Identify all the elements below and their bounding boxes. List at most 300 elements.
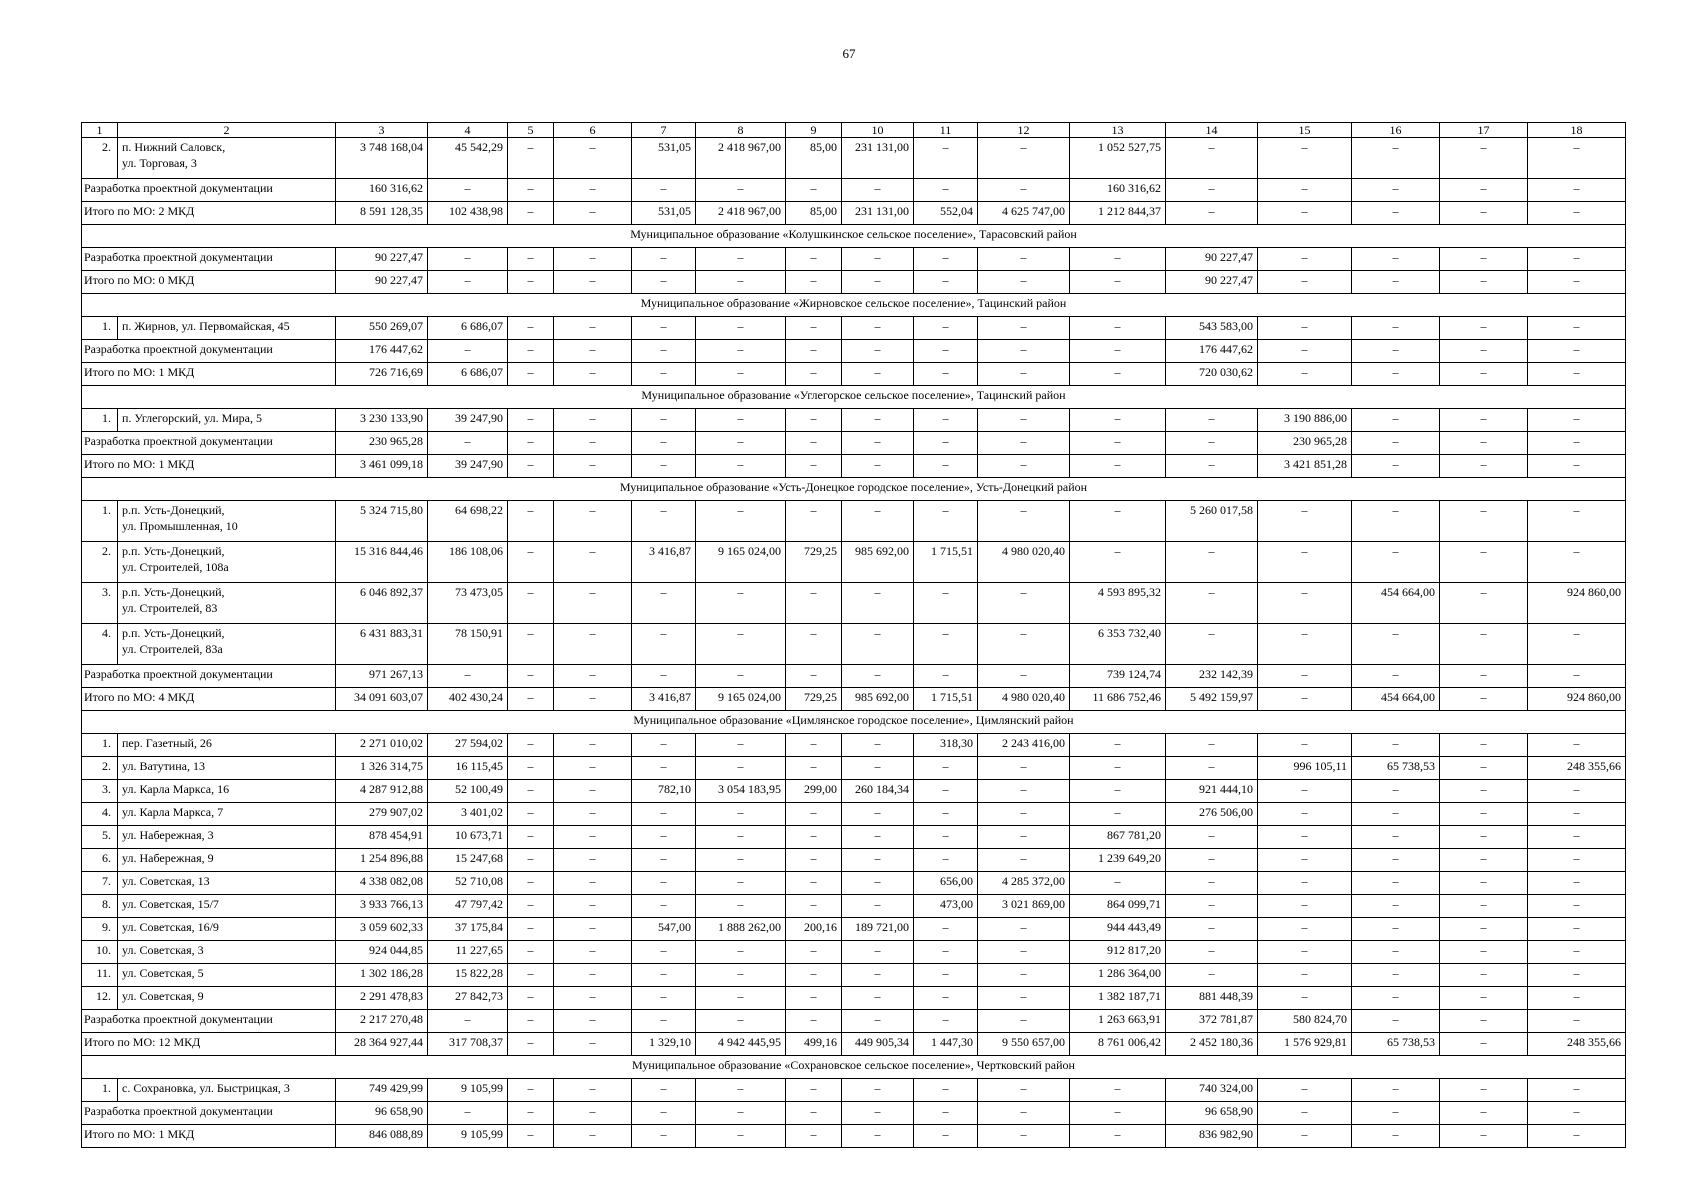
building-row — [82, 501, 1626, 542]
value-cell: – — [554, 826, 632, 849]
value-cell: – — [632, 409, 696, 432]
value-cell: – — [914, 780, 978, 803]
value-cell: – — [978, 179, 1070, 202]
value-cell: 1 576 929,81 — [1258, 1033, 1352, 1056]
value-cell: – — [508, 872, 554, 895]
value-cell: – — [1440, 964, 1528, 987]
value-cell: – — [1528, 542, 1626, 583]
row-label: Разработка проектной документации — [82, 432, 336, 455]
value-cell: 924 044,85 — [336, 941, 428, 964]
value-cell: – — [1528, 918, 1626, 941]
value-cell: – — [696, 665, 786, 688]
value-cell: – — [1070, 409, 1166, 432]
value-cell: – — [1440, 202, 1528, 225]
value-cell: – — [554, 1102, 632, 1125]
value-cell: – — [786, 271, 842, 294]
value-cell: 921 444,10 — [1166, 780, 1258, 803]
value-cell: 739 124,74 — [1070, 665, 1166, 688]
building-row — [82, 317, 1626, 340]
value-cell: 3 054 183,95 — [696, 780, 786, 803]
row-number: 1. — [82, 317, 118, 340]
address-cell: п. Жирнов, ул. Первомайская, 45 — [118, 317, 336, 340]
value-cell: 4 980 020,40 — [978, 688, 1070, 711]
value-cell: – — [1166, 757, 1258, 780]
address-cell: ул. Карла Маркса, 16 — [118, 780, 336, 803]
value-cell: – — [786, 501, 842, 542]
value-cell: – — [1166, 432, 1258, 455]
value-cell: – — [1070, 340, 1166, 363]
value-cell: – — [1352, 340, 1440, 363]
value-cell: – — [1166, 895, 1258, 918]
value-cell: 2 243 416,00 — [978, 734, 1070, 757]
value-cell: 531,05 — [632, 138, 696, 179]
value-cell: 867 781,20 — [1070, 826, 1166, 849]
value-cell: – — [978, 665, 1070, 688]
value-cell: 580 824,70 — [1258, 1010, 1352, 1033]
value-cell: 3 933 766,13 — [336, 895, 428, 918]
value-cell: – — [914, 941, 978, 964]
value-cell: 45 542,29 — [428, 138, 508, 179]
value-cell: – — [1070, 780, 1166, 803]
value-cell: 4 980 020,40 — [978, 542, 1070, 583]
value-cell: – — [978, 409, 1070, 432]
row-label: Разработка проектной документации — [82, 248, 336, 271]
value-cell: – — [1352, 872, 1440, 895]
value-cell: – — [1440, 895, 1528, 918]
value-cell: – — [1440, 826, 1528, 849]
value-cell: 6 046 892,37 — [336, 583, 428, 624]
value-cell: – — [1440, 542, 1528, 583]
value-cell: – — [786, 363, 842, 386]
value-cell: 3 461 099,18 — [336, 455, 428, 478]
address-cell: ул. Набережная, 3 — [118, 826, 336, 849]
column-number: 11 — [914, 123, 978, 138]
building-row — [82, 803, 1626, 826]
building-row — [82, 987, 1626, 1010]
value-cell: – — [696, 624, 786, 665]
building-row — [82, 757, 1626, 780]
value-cell: – — [1440, 340, 1528, 363]
value-cell: – — [842, 583, 914, 624]
value-cell: – — [508, 179, 554, 202]
value-cell: 3 416,87 — [632, 688, 696, 711]
value-cell: 656,00 — [914, 872, 978, 895]
value-cell: – — [786, 1125, 842, 1148]
row-label: Итого по МО: 12 МКД — [82, 1033, 336, 1056]
value-cell: – — [1352, 455, 1440, 478]
value-cell: – — [1352, 409, 1440, 432]
value-cell: – — [1166, 409, 1258, 432]
value-cell: – — [428, 1102, 508, 1125]
value-cell: 78 150,91 — [428, 624, 508, 665]
value-cell: – — [508, 501, 554, 542]
value-cell: 720 030,62 — [1166, 363, 1258, 386]
design-docs-row — [82, 1010, 1626, 1033]
value-cell: – — [1258, 248, 1352, 271]
value-cell: – — [632, 455, 696, 478]
value-cell: – — [554, 849, 632, 872]
value-cell: – — [842, 734, 914, 757]
value-cell: – — [786, 1079, 842, 1102]
value-cell: – — [914, 1079, 978, 1102]
value-cell: 924 860,00 — [1528, 583, 1626, 624]
value-cell: 1 302 186,28 — [336, 964, 428, 987]
column-number: 8 — [696, 123, 786, 138]
value-cell: – — [632, 803, 696, 826]
value-cell: – — [786, 1102, 842, 1125]
value-cell: – — [1258, 202, 1352, 225]
value-cell: – — [1258, 918, 1352, 941]
value-cell: – — [1352, 179, 1440, 202]
row-number: 1. — [82, 409, 118, 432]
value-cell: – — [508, 624, 554, 665]
value-cell: – — [1440, 849, 1528, 872]
value-cell: 1 715,51 — [914, 688, 978, 711]
value-cell: – — [914, 455, 978, 478]
value-cell: 85,00 — [786, 138, 842, 179]
value-cell: 37 175,84 — [428, 918, 508, 941]
value-cell: 4 285 372,00 — [978, 872, 1070, 895]
row-label: Итого по МО: 2 МКД — [82, 202, 336, 225]
value-cell: 402 430,24 — [428, 688, 508, 711]
value-cell: – — [508, 409, 554, 432]
value-cell: – — [554, 340, 632, 363]
value-cell: – — [508, 734, 554, 757]
value-cell: – — [554, 757, 632, 780]
value-cell: – — [1070, 757, 1166, 780]
value-cell: 9 105,99 — [428, 1125, 508, 1148]
value-cell: – — [1166, 583, 1258, 624]
value-cell: – — [1440, 665, 1528, 688]
value-cell: – — [1440, 1010, 1528, 1033]
value-cell: – — [914, 849, 978, 872]
value-cell: – — [1258, 271, 1352, 294]
value-cell: – — [842, 409, 914, 432]
value-cell: 2 271 010,02 — [336, 734, 428, 757]
value-cell: – — [1440, 1079, 1528, 1102]
value-cell: – — [786, 734, 842, 757]
value-cell: 39 247,90 — [428, 409, 508, 432]
value-cell: – — [696, 340, 786, 363]
value-cell: – — [978, 987, 1070, 1010]
value-cell: 90 227,47 — [1166, 271, 1258, 294]
value-cell: – — [978, 624, 1070, 665]
row-label: Итого по МО: 0 МКД — [82, 271, 336, 294]
value-cell: 1 329,10 — [632, 1033, 696, 1056]
value-cell: – — [696, 583, 786, 624]
value-cell: – — [1440, 1125, 1528, 1148]
row-number: 3. — [82, 583, 118, 624]
value-cell: – — [696, 734, 786, 757]
value-cell: – — [978, 432, 1070, 455]
address-cell: ул. Карла Маркса, 7 — [118, 803, 336, 826]
value-cell: 473,00 — [914, 895, 978, 918]
value-cell: – — [1440, 583, 1528, 624]
value-cell: – — [1070, 803, 1166, 826]
address-cell: ул. Советская, 9 — [118, 987, 336, 1010]
municipality-title: Муниципальное образование «Углегорское сельское поселение», Тацинский район — [82, 386, 1626, 409]
value-cell: – — [914, 624, 978, 665]
value-cell: – — [1440, 780, 1528, 803]
value-cell: – — [1166, 179, 1258, 202]
value-cell: – — [1440, 1102, 1528, 1125]
value-cell: – — [554, 688, 632, 711]
value-cell: – — [554, 1033, 632, 1056]
value-cell: 1 212 844,37 — [1070, 202, 1166, 225]
municipality-title: Муниципальное образование «Колушкинское сельское поселение», Тарасовский район — [82, 225, 1626, 248]
value-cell: 52 100,49 — [428, 780, 508, 803]
column-number: 3 — [336, 123, 428, 138]
value-cell: 9 550 657,00 — [978, 1033, 1070, 1056]
column-number: 15 — [1258, 123, 1352, 138]
value-cell: – — [632, 872, 696, 895]
value-cell: 6 686,07 — [428, 317, 508, 340]
building-row — [82, 780, 1626, 803]
value-cell: – — [1258, 803, 1352, 826]
value-cell: – — [1528, 179, 1626, 202]
building-row — [82, 624, 1626, 665]
value-cell: 230 965,28 — [336, 432, 428, 455]
value-cell: – — [1258, 1102, 1352, 1125]
column-number: 5 — [508, 123, 554, 138]
value-cell: 47 797,42 — [428, 895, 508, 918]
value-cell: – — [428, 248, 508, 271]
value-cell: 260 184,34 — [842, 780, 914, 803]
value-cell: 1 382 187,71 — [1070, 987, 1166, 1010]
value-cell: – — [508, 826, 554, 849]
value-cell: 4 625 747,00 — [978, 202, 1070, 225]
row-number: 4. — [82, 624, 118, 665]
value-cell: – — [786, 624, 842, 665]
value-cell: – — [1440, 803, 1528, 826]
value-cell: 27 842,73 — [428, 987, 508, 1010]
value-cell: 6 353 732,40 — [1070, 624, 1166, 665]
value-cell: – — [1440, 432, 1528, 455]
value-cell: – — [508, 248, 554, 271]
value-cell: – — [914, 918, 978, 941]
value-cell: 3 401,02 — [428, 803, 508, 826]
value-cell: – — [842, 271, 914, 294]
address-cell: ул. Советская, 13 — [118, 872, 336, 895]
value-cell: 5 492 159,97 — [1166, 688, 1258, 711]
building-row — [82, 941, 1626, 964]
value-cell: – — [508, 317, 554, 340]
value-cell: – — [842, 941, 914, 964]
total-row — [82, 455, 1626, 478]
value-cell: – — [1440, 987, 1528, 1010]
value-cell: – — [1166, 964, 1258, 987]
value-cell: – — [786, 432, 842, 455]
value-cell: – — [632, 665, 696, 688]
value-cell: – — [1070, 1102, 1166, 1125]
value-cell: – — [428, 1010, 508, 1033]
value-cell: – — [786, 665, 842, 688]
value-cell: – — [914, 1102, 978, 1125]
value-cell: 200,16 — [786, 918, 842, 941]
value-cell: – — [1440, 409, 1528, 432]
value-cell: – — [554, 872, 632, 895]
address-cell: ул. Советская, 3 — [118, 941, 336, 964]
value-cell: – — [696, 363, 786, 386]
value-cell: – — [508, 340, 554, 363]
value-cell: – — [1258, 964, 1352, 987]
value-cell: 6 431 883,31 — [336, 624, 428, 665]
value-cell: 5 324 715,80 — [336, 501, 428, 542]
address-cell: п. Углегорский, ул. Мира, 5 — [118, 409, 336, 432]
value-cell: – — [786, 826, 842, 849]
value-cell: – — [978, 1079, 1070, 1102]
value-cell: – — [508, 455, 554, 478]
value-cell: – — [786, 941, 842, 964]
value-cell: – — [696, 941, 786, 964]
value-cell: 11 686 752,46 — [1070, 688, 1166, 711]
value-cell: – — [508, 665, 554, 688]
value-cell: – — [554, 202, 632, 225]
municipality-title: Муниципальное образование «Жирновское сельское поселение», Тацинский район — [82, 294, 1626, 317]
value-cell: – — [1528, 271, 1626, 294]
value-cell: – — [696, 1102, 786, 1125]
value-cell: – — [1352, 271, 1440, 294]
value-cell: – — [914, 665, 978, 688]
value-cell: 4 287 912,88 — [336, 780, 428, 803]
value-cell: – — [1440, 941, 1528, 964]
building-row — [82, 1079, 1626, 1102]
value-cell: 5 260 017,58 — [1166, 501, 1258, 542]
row-label: Итого по МО: 1 МКД — [82, 363, 336, 386]
value-cell: – — [1528, 138, 1626, 179]
value-cell: – — [554, 1010, 632, 1033]
row-number: 8. — [82, 895, 118, 918]
value-cell: – — [696, 964, 786, 987]
section-header-row — [82, 294, 1626, 317]
value-cell: – — [978, 780, 1070, 803]
value-cell: – — [1070, 542, 1166, 583]
value-cell: – — [978, 964, 1070, 987]
value-cell: – — [786, 987, 842, 1010]
value-cell: 9 165 024,00 — [696, 542, 786, 583]
value-cell: 15 247,68 — [428, 849, 508, 872]
page-number: 67 — [842, 46, 856, 61]
address-cell: р.п. Усть-Донецкий, ул. Строителей, 83 — [118, 583, 336, 624]
value-cell: – — [1352, 987, 1440, 1010]
value-cell: 28 364 927,44 — [336, 1033, 428, 1056]
section-header-row — [82, 711, 1626, 734]
value-cell: 985 692,00 — [842, 688, 914, 711]
address-cell: ул. Ватутина, 13 — [118, 757, 336, 780]
value-cell: – — [1440, 688, 1528, 711]
value-cell: – — [914, 1010, 978, 1033]
value-cell: – — [508, 1079, 554, 1102]
value-cell: – — [842, 501, 914, 542]
value-cell: – — [786, 1010, 842, 1033]
value-cell: – — [1352, 1125, 1440, 1148]
value-cell: – — [1528, 340, 1626, 363]
value-cell: – — [786, 248, 842, 271]
value-cell: – — [1070, 248, 1166, 271]
value-cell: – — [978, 583, 1070, 624]
row-number: 2. — [82, 757, 118, 780]
value-cell: – — [508, 583, 554, 624]
value-cell: – — [1528, 964, 1626, 987]
value-cell: 11 227,65 — [428, 941, 508, 964]
value-cell: – — [1440, 138, 1528, 179]
value-cell: – — [1528, 826, 1626, 849]
value-cell: – — [632, 501, 696, 542]
value-cell: – — [696, 849, 786, 872]
value-cell: – — [978, 363, 1070, 386]
value-cell: – — [914, 409, 978, 432]
building-row — [82, 872, 1626, 895]
building-row — [82, 964, 1626, 987]
value-cell: – — [1258, 317, 1352, 340]
value-cell: – — [914, 501, 978, 542]
value-cell: – — [1352, 895, 1440, 918]
value-cell: 3 416,87 — [632, 542, 696, 583]
value-cell: – — [842, 363, 914, 386]
value-cell: – — [508, 1102, 554, 1125]
value-cell: – — [1166, 138, 1258, 179]
value-cell: – — [632, 179, 696, 202]
value-cell: – — [1258, 340, 1352, 363]
value-cell: 3 021 869,00 — [978, 895, 1070, 918]
building-row — [82, 849, 1626, 872]
row-number: 11. — [82, 964, 118, 987]
section-header-row — [82, 386, 1626, 409]
value-cell: – — [508, 1010, 554, 1033]
value-cell: – — [1528, 849, 1626, 872]
value-cell: 3 230 133,90 — [336, 409, 428, 432]
design-docs-row — [82, 1102, 1626, 1125]
value-cell: – — [842, 803, 914, 826]
value-cell: 372 781,87 — [1166, 1010, 1258, 1033]
value-cell: – — [1258, 1125, 1352, 1148]
value-cell: – — [508, 688, 554, 711]
column-number: 2 — [118, 123, 336, 138]
value-cell: – — [554, 1079, 632, 1102]
value-cell: – — [1528, 202, 1626, 225]
value-cell: – — [696, 271, 786, 294]
value-cell: 2 418 967,00 — [696, 138, 786, 179]
value-cell: 176 447,62 — [1166, 340, 1258, 363]
value-cell: 1 239 649,20 — [1070, 849, 1166, 872]
value-cell: – — [1352, 624, 1440, 665]
value-cell: – — [632, 317, 696, 340]
row-number: 9. — [82, 918, 118, 941]
row-label: Разработка проектной документации — [82, 179, 336, 202]
value-cell: 279 907,02 — [336, 803, 428, 826]
value-cell: 1 326 314,75 — [336, 757, 428, 780]
value-cell: – — [1352, 1102, 1440, 1125]
value-cell: – — [1528, 734, 1626, 757]
value-cell: – — [632, 432, 696, 455]
value-cell: 749 429,99 — [336, 1079, 428, 1102]
value-cell: – — [914, 138, 978, 179]
value-cell: – — [1258, 665, 1352, 688]
value-cell: – — [1166, 941, 1258, 964]
value-cell: 1 888 262,00 — [696, 918, 786, 941]
building-row — [82, 734, 1626, 757]
value-cell: – — [1440, 872, 1528, 895]
value-cell: – — [1352, 941, 1440, 964]
value-cell: – — [914, 583, 978, 624]
column-number: 7 — [632, 123, 696, 138]
total-row — [82, 363, 1626, 386]
municipality-title: Муниципальное образование «Сохрановское сельское поселение», Чертковский район — [82, 1056, 1626, 1079]
value-cell: – — [1258, 542, 1352, 583]
value-cell: – — [1440, 734, 1528, 757]
row-number: 10. — [82, 941, 118, 964]
total-row — [82, 202, 1626, 225]
